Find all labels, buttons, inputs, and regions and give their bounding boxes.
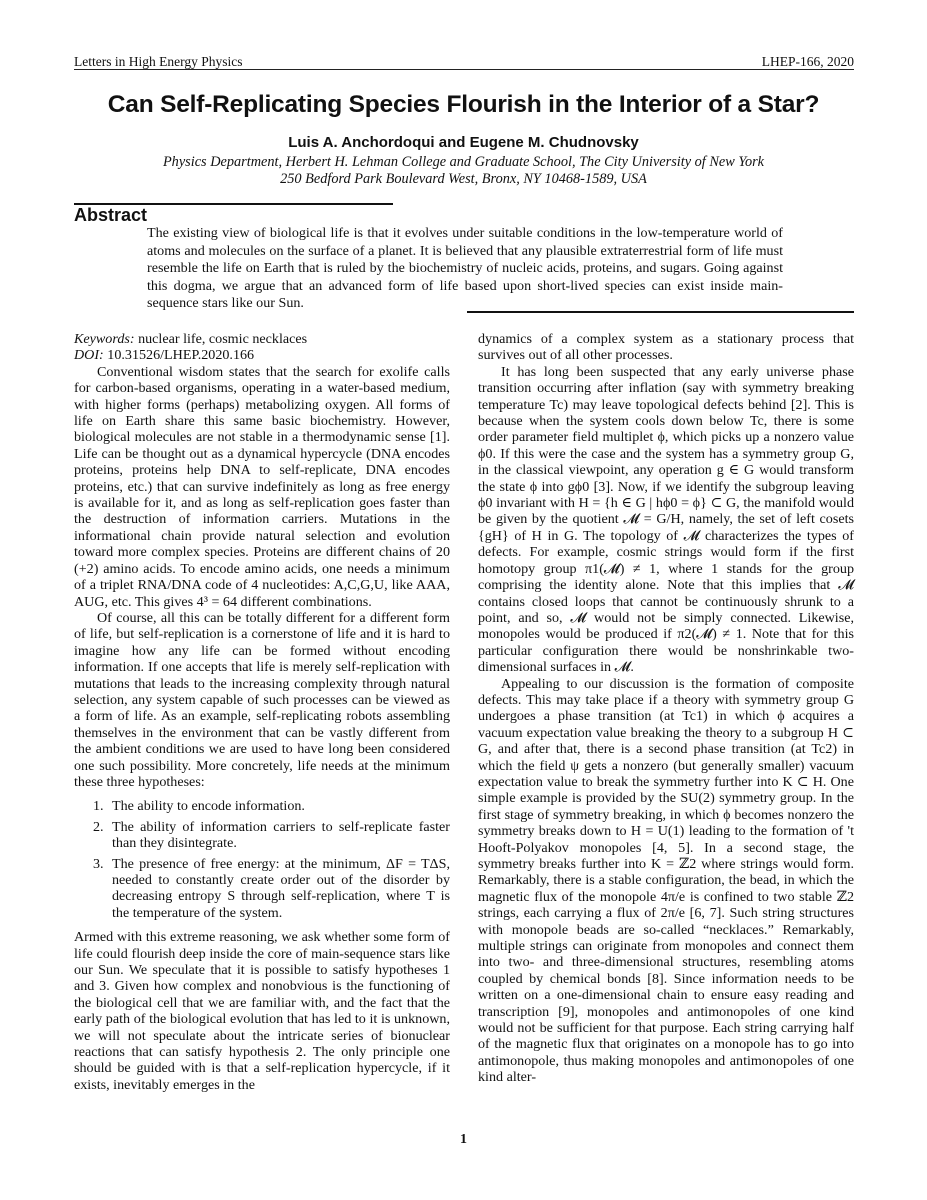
abstract-bottom-rule [467, 311, 854, 313]
journal-name: Letters in High Energy Physics [74, 54, 243, 69]
body-paragraph: Conventional wisdom states that the search for exolife calls for carbon-based organisms, operating in a water-based medium, with higher forms (perhaps) metabolizing oxygen. All forms of life on Earth share this same basic biochemistry. However, biological molecules are not stable in a thermodynamic sense [1]. Life can be thought out as a dynamical hypercycle (DNA encodes proteins, proteins help DNA to self-replicate, DNA encodes proteins, etc.) that can survive indefinitely as long as free energy is available for it, and as long as self-replication goes faster than the destruction of information carriers. Mutations in the informational chain provide natural selection and evolution toward more complex species. Proteins are different chains of 20 (+2) amino acids. To encode amino acids, one needs a minimum of a triplet RNA/DNA code of 4 nucleotides: A,C,G,U, like AAA, AUG, etc. This gives 4³ = 64 different combinations. [74, 363, 450, 610]
list-item-text: The ability to encode information. [112, 798, 305, 815]
body-paragraph: It has long been suspected that any early universe phase transition occurring after inflation (say with symmetry breaking temperature Tc) may leave topological defects behind [2]. This is because when the system cools down below Tc, there is some order parameter field multiplet ϕ, which picks up a nonzero value ϕ0. If this were the case and the system has a symmetry group G, in the classical viewpoint, any operation g ∈ G would transform the state ϕ into gϕ0 [3]. Now, if we identify the subgroup leaving ϕ0 invariant with H = {h ∈ G | hϕ0 = ϕ} ⊂ G, the manifold would be given by the quotient 𝓜 = G/H, namely, the set of left cosets {gH} of H in G. The topology of 𝓜 characterizes the types of defects. For example, cosmic strings would form if the first homotopy group π1(𝓜) ≠ 1, where 1 stands for the group comprising the identity alone. Note that this implies that 𝓜 contains closed loops that cannot be continuously shrunk to a point, and so, 𝓜 would not be simply connected. Likewise, monopoles would be produced if π2(𝓜) ≠ 1. Note that for this particular configuration there would be nonshrinkable two-dimensional surfaces in 𝓜. [478, 363, 854, 676]
affiliation-line-2: 250 Bedford Park Boulevard West, Bronx, NY 10468-1589, USA [280, 171, 647, 187]
affiliation [60, 154, 867, 188]
list-item [74, 819, 450, 852]
header-rule [74, 69, 854, 70]
abstract-heading: Abstract [74, 205, 148, 225]
article-id: LHEP-166, 2020 [761, 54, 854, 69]
running-header [74, 54, 854, 70]
left-column [74, 331, 450, 1093]
list-item-text: The ability of information carriers to self-replicate faster than they disintegrate. [112, 818, 450, 852]
list-item-number: 3. [93, 855, 104, 872]
doi-value: 10.31526/LHEP.2020.166 [107, 347, 255, 364]
list-item-number: 1. [93, 798, 104, 815]
list-item-number: 2. [93, 818, 104, 835]
list-item-text: The presence of free energy: at the minimum, ΔF = TΔS, needed to constantly create order out of the disorder by decreasing entropy S through self-replication, where T is the temperature of the system. [112, 855, 450, 921]
keywords-value: nuclear life, cosmic necklaces [138, 331, 308, 347]
body-paragraph: Appealing to our discussion is the formation of composite defects. This may take place if a theory with symmetry group G undergoes a phase transition (at Tc1) in which ϕ acquires a vacuum expectation value breaking the theory to a subgroup H ⊂ G, and after that, there is a second phase transition (at Tc2) in which the field ψ gets a nonzero (but generally smaller) vacuum expectation value to break the symmetry further into K ⊂ H. One simple example is provided by the SU(2) symmetry group. In the first stage of symmetry breaking, in which ϕ becomes nonzero the symmetry breaks down to H = U(1) leading to the formation of 't Hooft-Polyakov monopoles [4, 5]. In a second stage, the symmetry breaks further into K = ℤ2 where strings would form. Remarkably, there is a stable configuration, the bead, in which the magnetic flux of the monopole 4π/e is confined to two stable ℤ2 strings, each carrying a flux of 2π/e [6, 7]. Such string structures with monopole beads are so-called “necklaces.” Remarkably, multiple strings can originate from monopoles and connect them into two- and three-dimensional structures, resembling atoms coupled by chemical bonds [8]. Since information needs to be written on a one-dimensional chain to ensure easy reading and transcription [9], monopoles and antimonopoles of one kind would not be sufficient for that purpose. Each string carrying half of the magnetic flux that originates on a monopole has to go into antimonopole, thus making monopoles and antimonopoles of one kind alter- [478, 675, 854, 1086]
right-column [478, 331, 854, 1086]
abstract-text: The existing view of biological life is that it evolves under suitable conditions in the low-temperature world of atoms and molecules on the surface of a planet. It is believed that any plausible extraterrestrial form of life must resemble the life on Earth that is ruled by the biochemistry of nucleic acids, proteins, and sugars. Going against this dogma, we argue that an advanced form of life based upon short-lived species can exist inside main-sequence stars like our Sun. [147, 225, 783, 311]
body-paragraph: dynamics of a complex system as a stationary process that survives out of all other processes. [478, 331, 854, 364]
affiliation-line-1: Physics Department, Herbert H. Lehman College and Graduate School, The City University of New York [162, 154, 765, 170]
body-paragraph: Of course, all this can be totally different for a different form of life, but self-replication is a cornerstone of life and it is hard to imagine how any life can be formed without encoding information. If one accepts that life is merely self-replication with mutations that leads to the increasing complexity through natural selection, any system capable of such processes can be viewed as a form of life. As an example, self-replicating robots assembling themselves in the environment that can be vastly different from the ambient conditions we are used to have long been considered one such possibility. More concretely, life needs at the minimum these three hypotheses: [74, 609, 450, 790]
author-list: Luis A. Anchordoqui and Eugene M. Chudnovsky [288, 134, 639, 151]
paper-title: Can Self-Replicating Species Flourish in the Interior of a Star? [107, 91, 820, 118]
list-item [74, 856, 450, 922]
body-paragraph: Armed with this extreme reasoning, we ask whether some form of life could flourish deep inside the core of main-sequence stars like our Sun. We speculate that it is possible to satisfy hypotheses 1 and 3. Given how complex and nonobvious is the functioning of the biological cell that we are familiar with, and the fact that the early path of the biological evolution that has led to it is unknown, we will not speculate about the intricate series of bionuclear reactions that can satisfy hypothesis 2. The only principle one should be guided with is that a self-replication hypercycle, if it exists, inevitably emerges in the [74, 929, 450, 1093]
keywords-line [74, 331, 450, 347]
keywords-label: Keywords: [74, 331, 135, 347]
doi-line [74, 347, 450, 363]
page-number: 1 [460, 1132, 467, 1147]
hypotheses-list [74, 798, 450, 921]
doi-label: DOI: [74, 347, 104, 364]
list-item [74, 798, 450, 814]
